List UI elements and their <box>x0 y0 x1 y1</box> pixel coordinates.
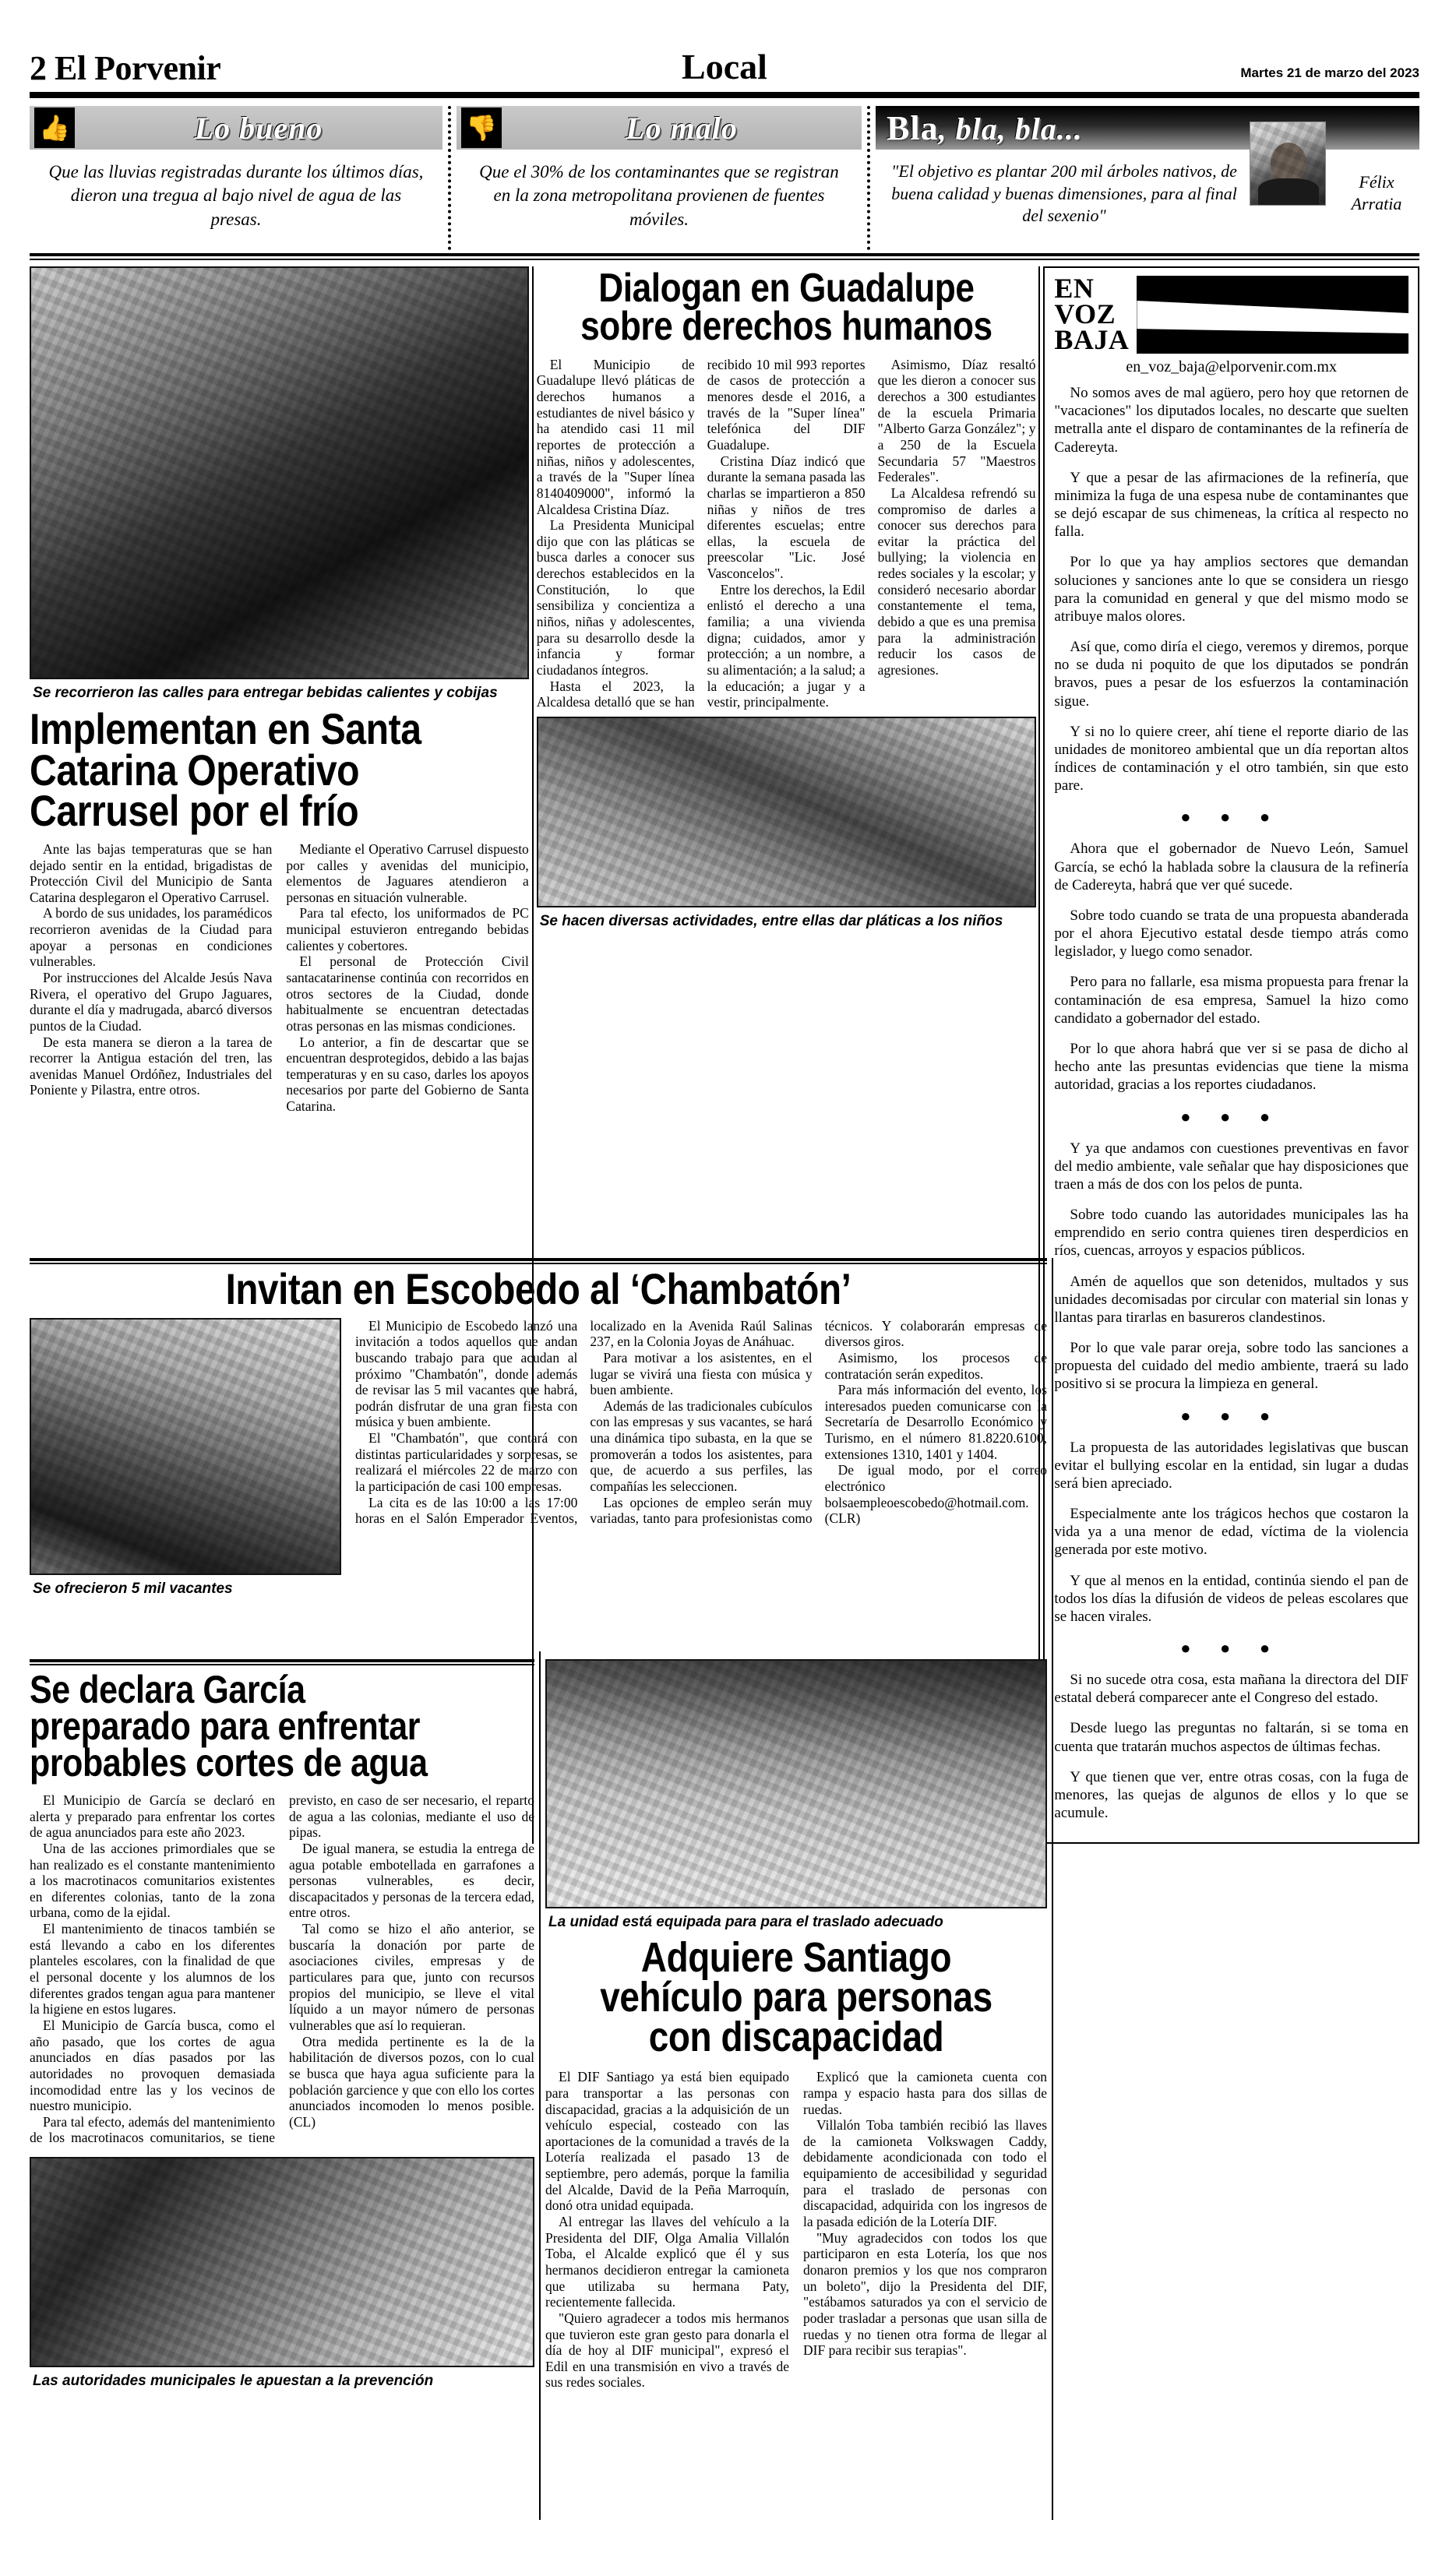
paragraph: Para tal efecto, además del mantenimiento de los macrotinacos comunitarios, se tiene previsto, en caso de ser necesario, el reparto de agua a las colonias, mediante el uso de pipas. <box>30 1792 534 2146</box>
paragraph: El Municipio de García busca, como el año pasado, que los cortes de agua anunciados en días pasados por las autoridades no provoquen demasiada incomodidad entre las y los vecinos de nuestro municipio. <box>30 2017 275 2114</box>
paragraph: Asimismo, Díaz resaltó que les dieron a conocer sus derechos a 300 estudiantes de la escuela Primaria "Alberto Garza González"; y a 250 de la Escuela Secundaria 57 "Maestros Federales". <box>877 356 1036 485</box>
garcia-headline: Se declara García preparado para enfrentar probables cortes de agua <box>30 1668 428 1785</box>
evb-title-line-3: BAJA <box>1054 324 1130 356</box>
paragraph: Para motivar a los asistentes, en el lugar se vivirá una fiesta con música y buen ambiente. <box>590 1349 813 1398</box>
santiago-body <box>545 2069 1047 2391</box>
santa-catarina-body <box>30 841 529 1115</box>
paragraph: Otra medida pertinente es la de la habilitación de diversos pozos, con lo cual se busca que haya agua suficiente para la población garcience y que con ello los cortes anunciados incomoden lo menos posible.(CL) <box>289 2033 534 2130</box>
garcia-photo <box>30 2157 534 2367</box>
section-separator: ● ● ● <box>1180 1106 1283 1126</box>
bla-bold: Bla <box>887 108 939 147</box>
paragraph: Y que tienen que ver, entre otras cosas, con la fuga de menores, las quejas de algunos de ellos y lo que se acumule. <box>1054 1768 1408 1822</box>
paragraph: Las opciones de empleo serán muy variadas, tanto para profesionistas como técnicos. Y colaborarán empresas de diversos giros. <box>590 1317 1047 1527</box>
paragraph: El Municipio de García se declaró en alerta y preparado para enfrentar los cortes de agua anunciados para este año 2023. <box>30 1792 275 1841</box>
paragraph: Por lo que vale parar oreja, sobre todo las sanciones a propuesta del cuidado del medio ambiente, traerá su lado positivo si se procura la limpieza en general. <box>1054 1340 1408 1393</box>
paragraph: Y que al menos en la entidad, continúa siendo el pan de todos los días la difusión de videos de peleas escolares que se hacen virales. <box>1054 1572 1408 1625</box>
paragraph: Por lo que ahora habrá que ver si se pasa de dicho al hecho ante las presuntas evidencias que tiene la misma autoridad, gracias a los reportes ciudadanos. <box>1054 1040 1408 1094</box>
garcia-block <box>30 1659 534 2394</box>
paragraph: Sobre todo cuando las autoridades municipales las ha emprendido en serio contra quienes tiren desperdicios en ríos, cuencas, arroyos y espacios públicos. <box>1054 1207 1408 1260</box>
santa-catarina-photo <box>30 266 529 679</box>
paper-name: 2 El Porvenir <box>30 49 221 87</box>
guadalupe-body <box>537 357 1036 710</box>
paragraph: Y si no lo quiere creer, ahí tiene el reporte diario de las unidades de monitoreo ambiental que un día reportan altos índices de contaminación y el otro también, sin que esto pare. <box>1054 723 1408 795</box>
paragraph: Una de las acciones primordiales que se han realizado es el constante mantenimiento a los macrotinacos comunitarios existentes en diferentes colonias, tanto de la zona urbana, como de la ejidal. <box>30 1840 275 1921</box>
paragraph: Por instrucciones del Alcalde Jesús Nava Rivera, el operativo del Grupo Jaguares, durante el día y madrugada, abarcó diversos puntos de la Ciudad. <box>30 970 273 1034</box>
strip-divider-1 <box>442 106 457 250</box>
escobedo-caption: Se ofrecieron 5 mil vacantes <box>33 1580 233 1597</box>
paragraph: La propuesta de las autoridades legislativas que buscan evitar el bullying escolar en la entidad, sin lugar a dudas será bien apreciado. <box>1054 1439 1408 1492</box>
main-content <box>30 266 1419 1844</box>
paragraph: El mantenimiento de tinacos también se está llevando a cabo en los diferentes planteles escolares, con la finalidad de que el personal docente y los alumnos de los diferentes grados tengan agua para mantener la higiene en estos lugares. <box>30 1921 275 2017</box>
paragraph: Pero para no fallarle, esa misma propuesta para frenar la contaminación de esa empresa, Samuel la hizo como candidato a gobernador del estado. <box>1054 974 1408 1027</box>
column-divider-3 <box>1052 1258 1053 2520</box>
guadalupe-photo <box>537 717 1036 907</box>
opinion-strip <box>30 106 1419 250</box>
lo-bueno-text: Que las lluvias registradas durante los últimos días, dieron una tregua al bajo nivel de agua de las presas. <box>48 162 424 229</box>
garcia-caption: Las autoridades municipales le apuestan a la prevención <box>33 2373 434 2390</box>
paragraph: Mediante el Operativo Carrusel dispuesto por calles y avenidas del municipio, elementos de Jaguares atendieron a personas en situación vulnerable. <box>286 840 529 905</box>
paragraph: Al entregar las llaves del vehículo a la Presidenta del DIF, Olga Amalia Villalón Toba, el Alcalde explicó que él y sus hermanos decidieron entregar la camioneta que utilizaba su hermana Paty, recientemente fallecida. <box>545 2214 789 2310</box>
paragraph: El DIF Santiago ya está bien equipado para transportar a las personas con discapacidad, gracias a la adquisición de un vehículo especial, costeado con las aportaciones de la comunidad a través de la Lotería realizada el pasado 13 de septiembre, pero además, porque la familia del Alcalde, David de la Peña Marroquín, donó otra unidad equipada. <box>545 2069 789 2214</box>
paragraph: Hasta el 2023, la Alcaldesa detalló que se han recibido 10 mil 993 reportes de casos de protección a menores desde el 2016, a través de la "Super línea" telefónica del DIF Guadalupe. <box>536 356 866 710</box>
paragraph: Y que a pesar de las afirmaciones de la refinería, que minimiza la fuga de una espesa nube de contaminantes que se dejó escapar de sus chimeneas, la crítica al respecto no falla. <box>1054 469 1408 541</box>
en-voz-baja-email: en_voz_baja@elporvenir.com.mx <box>1126 358 1337 375</box>
strip-bottom-rule <box>30 253 1419 260</box>
bla-rest: , bla, bla... <box>938 111 1083 146</box>
paragraph: Además de las tradicionales cubículos con las empresas y sus vacantes, se hará una dinámica tipo subasta, en la que se promoverán a todos los asistentes, para que, de acuerdo a sus perfiles, las compañías les seleccionen. <box>590 1397 813 1495</box>
escobedo-photo-col <box>30 1318 341 1602</box>
column-divider-4 <box>539 1651 541 2520</box>
escobedo-photo <box>30 1318 341 1575</box>
paragraph: No somos aves de mal agüero, pero hoy que retornen de "vacaciones" los diputados locales, no descarte que suelten metralla ante el disparo de contaminantes de la refinería de Cadereyta. <box>1054 385 1408 456</box>
thumbs-down-icon: 👎 <box>461 107 502 148</box>
right-column <box>1043 266 1419 1844</box>
paragraph: Para más información del evento, los interesados pueden comunicarse con la Secretaría de Desarrollo Económico y Turismo, en el número 81.8220.6100, extensiones 1310, 1401 y 1404. <box>824 1382 1047 1462</box>
section-separator: ● ● ● <box>1180 1405 1283 1425</box>
paragraph: "Muy agradecidos con todos los que participaron en esta Lotería, los que nos donaron premios y los que nos compraron un boleto", dijo la Presidenta del DIF, "estábamos saturados ya con el servicio de poder trasladar a personas que usan silla de ruedas y no tienen otra forma de llegar al DIF para recibir sus terapias". <box>803 2229 1047 2359</box>
section-title: Local <box>682 47 767 86</box>
paragraph: Entre los derechos, la Edil enlistó el derecho a una familia; a una vivienda digna; cuidados, amor y protección; a un nombre, a su alimentación; a la salud; a la educación; a jugar y a vestir, principalmente. <box>707 581 866 710</box>
en-voz-baja-header <box>1054 273 1408 356</box>
paragraph: Ante las bajas temperaturas que se han dejado sentir en la entidad, brigadistas de Protección Civil del Municipio de Santa Catarina desplegaron el Operativo Carrusel. <box>30 840 273 905</box>
santiago-caption: La unidad está equipada para para el traslado adecuado <box>548 1914 943 1930</box>
left-column <box>30 266 529 1844</box>
evb-title-line-1: EN <box>1054 273 1095 304</box>
paragraph: Lo anterior, a fin de descartar que se encuentran desprotegidos, debido a las bajas temperaturas y en su caso, darles los apoyos necesarios por parte del Gobierno de Santa Catarina. <box>286 1034 529 1115</box>
lo-malo-banner <box>457 106 862 150</box>
santiago-block <box>545 1659 1047 2391</box>
quoted-person-name: Félix Arratia <box>1351 172 1402 213</box>
en-voz-baja-body <box>1054 384 1408 1822</box>
paragraph: Explicó que la camioneta cuenta con rampa y espacio hasta para dos sillas de ruedas. <box>803 2069 1047 2117</box>
paragraph: Por lo que ya hay amplios sectores que demandan soluciones y sanciones ante lo que se considera un riesgo para la comunidad en general y que del mismo modo se atribuye malos olores. <box>1054 554 1408 625</box>
paragraph: De igual manera, se estudia la entrega de agua potable embotellada en garrafones a personas vulnerables, es decir, discapacitados y personas de la tercera edad, entre otros. <box>289 1840 534 1921</box>
escobedo-layout <box>30 1318 1047 1602</box>
column-divider-1 <box>529 266 537 1844</box>
lo-bueno-banner <box>30 106 442 150</box>
escobedo-headline: Invitan en Escobedo al ‘Chambatón’ <box>225 1264 851 1313</box>
paragraph: De igual modo, por el correo electrónico bolsaempleoescobedo@hotmail.com.(CLR) <box>824 1462 1047 1527</box>
paragraph: Si no sucede otra cosa, esta mañana la directora del DIF estatal deberá comparecer ante el Congreso del estado. <box>1054 1672 1408 1707</box>
whisper-illustration-icon <box>1137 276 1408 354</box>
escobedo-body <box>355 1318 1047 1602</box>
santiago-photo <box>545 1659 1047 1908</box>
paragraph: Y ya que andamos con cuestiones preventivas en favor del medio ambiente, vale señalar que hay disposiciones que traen a más de dos con los pelos de punta. <box>1054 1140 1408 1193</box>
bla-bla-title <box>876 108 1419 148</box>
paragraph: "Quiero agradecer a todos mis hermanos que tuvieron este gran gesto para donarla el día de hoy al DIF municipal", expresó el Edil en una transmisión en vivo a través de sus redes sociales. <box>545 2310 789 2391</box>
en-voz-baja-title <box>1054 273 1130 356</box>
section-separator: ● ● ● <box>1180 1638 1283 1658</box>
thumbs-up-icon: 👍 <box>34 107 75 148</box>
lo-malo-text: Que el 30% de los contaminantes que se registran en la zona metropolitana provienen de fuentes móviles. <box>479 162 839 229</box>
paragraph: Para tal efecto, los uniformados de PC municipal estuvieron entregando bebidas calientes y cobertores. <box>286 905 529 953</box>
garcia-top-rule <box>30 1659 534 1665</box>
paragraph: A bordo de sus unidades, los paramédicos recorrieron avenidas de la Ciudad para apoyar a personas en condiciones vulnerables. <box>30 905 273 970</box>
garcia-body <box>30 1792 534 2146</box>
column-divider-2 <box>1036 266 1044 1844</box>
paragraph: La cita es de las 10:00 a las 17:00 horas en el Salón Emperador Eventos, localizado en la Avenida Raúl Salinas 237, en la Colonia Joyas de Anáhuac. <box>355 1317 813 1527</box>
paragraph: El "Chambatón", que contará con distintas particularidades y sorpresas, se realizará el miércoles 22 de marzo con la participación de casi 100 empresas. <box>355 1430 578 1495</box>
paragraph: El personal de Protección Civil santacatarinense continúa con recorridos en otros sectores de la Ciudad, donde habitualmente se encuentran detectadas otras personas en las mismas condiciones. <box>286 953 529 1034</box>
lo-bueno-block <box>30 106 442 250</box>
masthead <box>30 30 1419 86</box>
santa-catarina-caption: Se recorrieron las calles para entregar bebidas calientes y cobijas <box>33 685 498 701</box>
bla-content <box>876 150 1419 227</box>
paragraph: El Municipio de Guadalupe llevó pláticas de derechos humanos a estudiantes de nivel básico y ha atendido casi 11 mil reportes de protección a niñas, niños y adolescentes, a través de la "Super línea 8140409000", informó la Alcaldesa Cristina Díaz. <box>536 356 695 517</box>
paragraph: Ahora que el gobernador de Nuevo León, Samuel García, se echó la hablada sobre la clausura de la refinería de Cadereyta, habrá que ver qué sucede. <box>1054 840 1408 893</box>
en-voz-baja-box <box>1043 266 1419 1844</box>
paragraph: Amén de aquellos que son detenidos, multados y sus unidades decomisadas por circular con material sin lonas y llantas para tirarlas en basureros clandestinos. <box>1054 1273 1408 1326</box>
quoted-person-photo <box>1250 122 1326 206</box>
paragraph: Así que, como diría el ciego, veremos y diremos, porque no se duda ni poquito de que los diputados se pondrán bravos, pues a pesar de los esfuerzos la contaminación sigue. <box>1054 639 1408 710</box>
lo-malo-block <box>457 106 862 250</box>
escobedo-block <box>30 1258 1047 1602</box>
paragraph: La Alcaldesa refrendó su compromiso de darles a conocer sus derechos para evitar la práctica del bullying; la violencia en redes sociales y la escolar; y consideró necesario abordar constantemente el tema, debido a que es una premisa para la administración reducir los casos de agresiones. <box>877 485 1036 678</box>
paragraph: De esta manera se dieron a la tarea de recorrer la Antigua estación del tren, las avenidas Manuel Ordóñez, Industriales del Poniente y Pilastra, entre otros. <box>30 1034 273 1098</box>
section-separator: ● ● ● <box>1180 807 1283 827</box>
guadalupe-caption: Se hacen diversas actividades, entre ellas dar pláticas a los niños <box>539 912 1003 929</box>
paragraph: El Municipio de Escobedo lanzó una invitación a todos aquellos que andan buscando trabajo para que acudan al próximo "Chambatón", donde además de revisar las 5 mil vacantes que habrá, podrán disfrutar de una gran fiesta con música y buen ambiente. <box>355 1317 578 1430</box>
paragraph: Especialmente ante los trágicos hechos que costaron la vida ya a una menor de edad, víctima de la violencia generada por este motivo. <box>1054 1506 1408 1559</box>
evb-title-line-2: VOZ <box>1054 298 1116 330</box>
escobedo-top-rule <box>30 1258 1047 1264</box>
paragraph: Villalón Toba también recibió las llaves de la camioneta Volkswagen Caddy, debidamente acondicionada con todo el equipamiento de accesibilidad y seguridad para el traslado de personas con discapacidad, adquirida con los ingresos de la pasada edición de la Lotería DIF. <box>803 2117 1047 2230</box>
santiago-headline: Adquiere Santiago vehículo para personas con discapacidad <box>600 1934 992 2060</box>
bla-quote: "El objetivo es plantar 200 mil árboles nativos, de buena calidad y buenas dimensiones, para al final del sexenio" <box>891 161 1237 226</box>
lo-bueno-title: Lo bueno <box>194 110 323 146</box>
strip-divider-2 <box>862 106 876 250</box>
masthead-rule <box>30 92 1419 98</box>
bla-bla-block <box>876 106 1419 250</box>
issue-date: Martes 21 de marzo del 2023 <box>1240 65 1419 80</box>
lo-malo-title: Lo malo <box>626 110 738 146</box>
paragraph: La Presidenta Municipal dijo que con las pláticas se busca darles a conocer sus derechos establecidos en la Constitución, lo que sensibiliza y concientiza a niños, niñas y adolescentes, para su desarrollo desde la infancia y formar ciudadanos íntegros. <box>536 517 695 678</box>
guadalupe-headline: Dialogan en Guadalupe sobre derechos humanos <box>580 266 992 349</box>
paragraph: Sobre todo cuando se trata de una propuesta abanderada por el ahora Ejecutivo estatal desde tiempo atrás como legislador, y luego como senador. <box>1054 907 1408 960</box>
middle-column <box>537 266 1036 1844</box>
paragraph: Asimismo, los procesos de contratación serán expeditos. <box>824 1349 1047 1382</box>
bla-bla-banner <box>876 106 1419 150</box>
paragraph: Desde luego las preguntas no faltarán, si se toma en cuenta que tratarán muchos aspectos de últimas fechas. <box>1054 1720 1408 1755</box>
paragraph: Cristina Díaz indicó que durante la semana pasada las charlas se impartieron a 850 niñas y niños de tres diferentes escuelas; entre ellas, la escuela de preescolar "Lic. José Vasconcelos". <box>707 453 866 582</box>
paragraph: Tal como se hizo el año anterior, se buscaría la donación por parte de asociaciones civiles, empresas y de particulares para que, junto con recursos propios del municipio, se lleve el vital líquido a un mayor número de personas vulnerables que así lo requieran. <box>289 1921 534 2033</box>
santa-catarina-headline: Implementan en Santa Catarina Operativo Carrusel por el frío <box>30 704 421 836</box>
